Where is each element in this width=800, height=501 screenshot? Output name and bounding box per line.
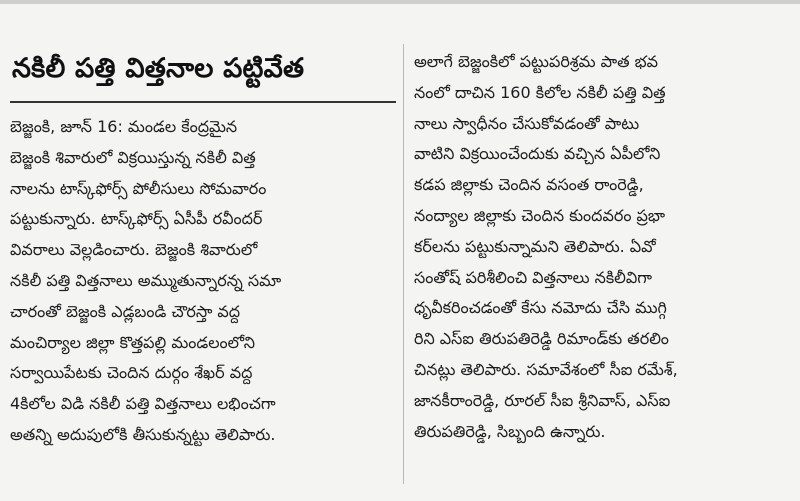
article-headline: నకిలీ పత్తి విత్తనాల పట్టివేత <box>12 53 305 84</box>
text-line: బెజ్జంకి శివారులో విక్రయిస్తున్న నకిలీ విత్త <box>10 147 256 167</box>
top-border-rule <box>0 0 800 4</box>
text-line: అలాగే బెజ్జంకిలో పట్టుపరిశ్రమ పాత భవ <box>414 52 659 71</box>
text-line: చారంతో బెజ్జంకి ఎడ్లబండి చౌరస్తా వద్ద <box>10 301 241 321</box>
text-line: సర్వాయిపేటకు చెందిన దుర్గం శేఖర్ వద్ద <box>10 363 253 383</box>
text-line: కర్‌లను పట్టుకున్నామని తెలిపారు. ఏవో <box>414 236 656 256</box>
text-line: ధృవీకరించడంతో కేసు నమోదు చేసి ముగ్గి <box>414 298 667 318</box>
text-line: సంతోష్ పరిశీలించి విత్తనాలు నకిలీవిగా <box>414 267 653 287</box>
text-line: మంచిర్యాల జిల్లా కొత్తపల్లి మండలంలోని <box>10 332 255 352</box>
text-line: తిరుపతిరెడ్డి, సిబ్బంది ఉన్నారు. <box>414 421 606 441</box>
text-line: నకిలీ పత్తి విత్తనాలు అమ్ముతున్నారన్న సమా <box>10 270 282 290</box>
text-line: వాటిని విక్రయించేందుకు వచ్చిన ఏపీలోని <box>414 144 661 164</box>
text-line: చినట్లు తెలిపారు. సమావేశంలో సీఐ రమేశ్, <box>414 359 678 379</box>
text-line: కడప జిల్లాకు చెందిన వసంత రాంరెడ్డి, <box>414 175 644 195</box>
headline-underline <box>10 101 396 103</box>
text-line: వివరాలు వెల్లడించారు. బెజ్జంకి శివారులో <box>10 240 258 260</box>
article-column-right <box>414 47 790 447</box>
text-line: పట్టుకున్నారు. టాస్క్‌ఫోర్స్ ఏసీపీ రవీందర్ <box>10 209 263 229</box>
text-line: అతన్ని అదుపులోకి తీసుకున్నట్టు తెలిపారు. <box>10 424 276 444</box>
text-line: నాలు స్వాధీనం చేసుకోవడంతో పాటు <box>414 113 640 133</box>
text-line: నంలో దాచిన 160 కిలోల నకిలీ పత్తి విత్త <box>414 82 666 102</box>
text-line: బెజ్జంకి, జూన్ 16: మండల కేంద్రమైన <box>10 117 238 136</box>
text-line: 4కిలోల విడి నకిలీ పత్తి విత్తనాలు లభించగా <box>10 394 276 414</box>
column-divider <box>403 44 404 484</box>
text-line: రిని ఎస్‌ఐ తిరుపతిరెడ్డి రిమాండ్‌కు తరలిం <box>414 329 669 349</box>
text-line: నంద్యాల జిల్లాకు చెందిన కుందవరం ప్రభా <box>414 205 666 225</box>
text-line: జానకీరాంరెడ్డి, రూరల్ సీఐ శ్రీనివాస్, ఎస్ఐ <box>414 390 671 410</box>
text-line: నాలను టాస్క్‌ఫోర్స్ పోలీసులు సోమవారం <box>10 178 267 198</box>
article-column-left <box>10 112 396 451</box>
